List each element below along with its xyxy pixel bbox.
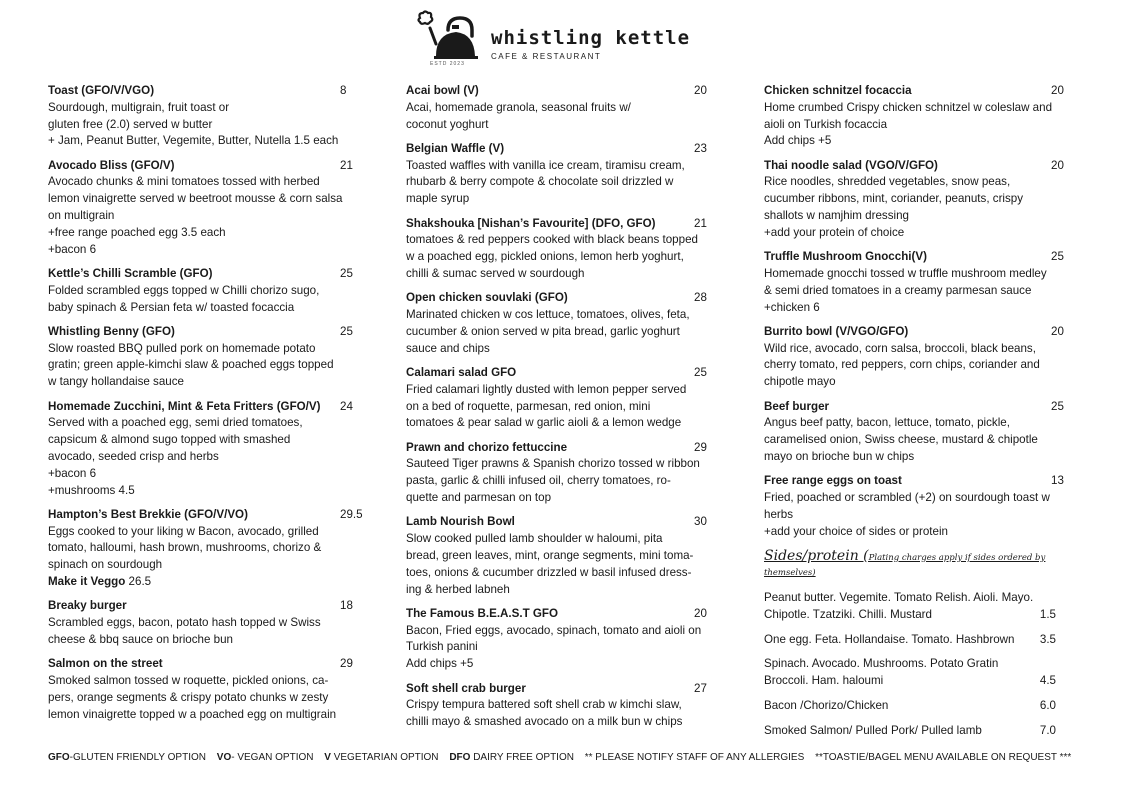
menu-item-header [764,473,1076,490]
menu-item-description-line: +mushrooms 4.5 [48,483,135,497]
menu-item-description-line: +bacon 6 [48,466,97,480]
menu-item-title: Belgian Waffle (V) [406,141,505,155]
menu-item-header [406,681,718,698]
menu-item-title: Salmon on the street [48,657,163,671]
menu-item [764,83,1076,150]
menu-item-description-line: pasta, garlic & chilli infused oil, cherry tomatoes, ro- [406,474,671,488]
menu-item-description-line: aioli on Turkish focaccia [764,117,888,131]
menu-item [48,324,360,391]
side-item-group [764,656,1076,690]
menu-item-description-line: Add chips +5 [764,134,832,148]
menu-item-description-line: Sourdough, multigrain, fruit toast or [48,100,230,114]
menu-item-header [764,249,1076,266]
menu-item [406,290,718,357]
menu-item-description-line: bread, green leaves, mint, orange segments, mini toma- [406,548,694,562]
menu-item-price: 13 [1051,474,1064,488]
side-item-price: 6.0 [1039,698,1056,712]
menu-item-description-line: herbs [764,507,794,521]
menu-item-description-line: maple syrup [406,192,470,206]
menu-item-description-line: Scrambled eggs, bacon, potato hash topped w Swiss [48,616,321,630]
menu-item-description-line: Bacon, Fried eggs, avocado, spinach, tomato and aioli on [406,623,702,637]
gfo-text: -GLUTEN FRIENDLY OPTION [69,752,206,763]
menu-item-variant-label: Make it Veggo [48,575,126,589]
menu-item-title: Open chicken souvlaki (GFO) [406,291,568,305]
menu-item-title: Prawn and chorizo fettuccine [406,440,568,454]
sides-note: Plating charges apply if sides ordered by [868,552,1046,563]
menu-item-title: Hampton’s Best Brekkie (GFO/V/VO) [48,507,248,521]
menu-item-header [764,399,1076,416]
side-item-line: Bacon /Chorizo/Chicken [764,698,889,712]
menu-item-title: Chicken schnitzel focaccia [764,84,912,97]
menu-item-description-line: Home crumbed Crispy chicken schnitzel w coleslaw and [764,100,1053,114]
menu-item-description-line: chilli & sumac served w sourdough [406,266,585,280]
menu-item-description-line: Served with a poached egg, semi dried tomatoes, [48,416,303,430]
menu-item-description-line: tomatoes & red peppers cooked with black beans topped [406,233,698,247]
menu-item [48,598,360,648]
menu-item [406,514,718,598]
menu-item-title: Soft shell crab burger [406,681,526,695]
menu-item-description-line: Fried, poached or scrambled (+2) on sourdough toast w [764,491,1050,505]
menu-item-header [48,324,360,341]
dfo-code: DFO [449,752,471,763]
menu-item-price: 25 [340,266,353,280]
menu-item [48,266,360,316]
menu-item-description-line: Marinated chicken w cos lettuce, tomatoes, olives, feta, [406,308,690,322]
menu-item-header [48,158,360,175]
menu-item-price: 29 [340,657,353,671]
menu-item-price: 21 [340,158,353,172]
menu-item-header [406,141,718,158]
menu-item-price: 29 [694,440,707,454]
menu-item-description-line: Angus beef patty, bacon, lettuce, tomato, pickle, [764,416,1010,430]
menu-item-variant-price: 26.5 [128,575,152,589]
dietary-legend-footer [48,752,1071,763]
menu-item-header [48,266,360,283]
menu-item-price: 24 [340,399,353,413]
menu-item-title: Thai noodle salad (VGO/V/GFO) [764,158,938,172]
vo-text: - VEGAN OPTION [231,752,314,763]
menu-item-header [48,507,363,524]
menu-item [406,216,718,283]
menu-item-description-line: tomatoes & pear salad w garlic aioli & a lemon wedge [406,416,682,430]
menu-item [406,606,718,673]
menu-item-title: Kettle’s Chilli Scramble (GFO) [48,266,213,280]
menu-item-description-line: Slow roasted BBQ pulled pork on homemade potato [48,341,316,355]
side-item-group [764,698,1076,715]
menu-item-title: Homemade Zucchini, Mint & Feta Fritters (GFO/V) [48,399,321,413]
menu-item-title: Avocado Bliss (GFO/V) [48,158,175,172]
sides-heading [764,548,1076,567]
menu-item-description-line: Acai, homemade granola, seasonal fruits w/ [406,100,631,114]
menu-item-description-line: +add your choice of sides or protein [764,524,948,538]
menu-item-price: 25 [1051,399,1064,413]
menu-item-description-line: lemon vinaigrette served w beetroot mousse & corn salsa [48,192,343,206]
menu-item-description-line: +add your protein of choice [764,225,905,239]
menu-item-description-line: w a poached egg, pickled onions, lemon herb yoghurt, [406,250,684,264]
menu-item-price: 21 [694,216,707,230]
menu-item-description-line: Slow cooked pulled lamb shoulder w haloumi, pita [406,532,663,546]
menu-item [764,324,1076,391]
menu-item-description-line: coconut yoghurt [406,117,489,131]
menu-item-header [48,399,360,416]
menu-item-price: 23 [694,141,707,155]
menu-item-title: Burrito bowl (V/VGO/GFO) [764,324,909,338]
menu-item-price: 25 [1051,250,1064,264]
menu-item-description-line: chipotle mayo [764,375,836,389]
menu-item-price: 8 [340,84,347,97]
menu-item-description-line: cherry tomato, red peppers, corn chips, coriander and [764,358,1040,372]
menu-item-header [406,606,718,623]
menu-item-title: Toast (GFO/V/VGO) [48,84,155,97]
menu-item-description-line: lemon vinaigrette topped w a poached egg on multigrain [48,707,337,721]
menu-item-title: Free range eggs on toast [764,474,902,488]
menu-item [406,365,718,432]
menu-item-description-line: +bacon 6 [48,242,97,256]
menu-item-price: 20 [1051,158,1064,172]
side-item-group [764,590,1076,624]
menu-item-description-line: +free range poached egg 3.5 each [48,225,226,239]
menu-item-description-line: Folded scrambled eggs topped w Chilli chorizo sugo, [48,283,320,297]
menu-item-price: 20 [1051,324,1064,338]
side-item-price: 3.5 [1039,632,1056,646]
menu-item-description-line: Rice noodles, shredded vegetables, snow peas, [764,175,1011,189]
menu-item-title: Shakshouka [Nishan’s Favourite] (DFO, GFO) [406,216,656,230]
sides-title: Sides/protein ( [764,547,869,564]
menu-item-description-line: w tangy hollandaise sauce [48,375,184,389]
menu-item-variant-line [48,574,360,591]
sides-list [764,590,1076,740]
menu-item [406,141,718,208]
menu-item-price: 20 [1051,84,1064,97]
menu-item-price: 25 [340,324,353,338]
menu-item-description-line: pers, orange segments & crispy potato chunks w zesty [48,690,329,704]
menu-item-price: 18 [340,599,353,613]
menu-column-3 [764,83,1076,748]
menu-item-description-line: +chicken 6 [764,300,820,314]
menu-item-description-line: rhubarb & berry compote & chocolate soil drizzled w [406,175,674,189]
menu-item-header [764,83,1076,100]
menu-item-title: Lamb Nourish Bowl [406,515,515,529]
menu-item-description-line: mayo on brioche bun w chips [764,449,915,463]
side-item-price: 7.0 [1039,723,1056,737]
vo-code: VO [216,752,232,763]
established-year: ESTD 2023 [430,61,465,67]
menu-item-description-line: Homemade gnocchi tossed w truffle mushroom medley [764,266,1047,280]
side-item-line: One egg. Feta. Hollandaise. Tomato. Hashbrown [764,632,1015,646]
menu-item-description-line: on multigrain [48,209,115,223]
side-item-line: Smoked Salmon/ Pulled Pork/ Pulled lamb [764,723,982,737]
menu-item-price: 28 [694,291,707,305]
menu-item-description-line: Eggs cooked to your liking w Bacon, avocado, grilled [48,524,319,538]
menu-item-description-line: Turkish panini [406,640,478,654]
menu-item [764,158,1076,242]
gfo-code: GFO [48,752,70,763]
side-item-price: 4.5 [1039,674,1056,688]
menu-item-header [406,216,718,233]
menu-item-header [406,440,718,457]
brand-header [414,10,714,72]
menu-item-description-line: Add chips +5 [406,657,474,671]
side-item-line: Peanut butter. Vegemite. Tomato Relish. Aioli. Mayo. [764,590,1034,604]
side-item-line: Spinach. Avocado. Mushrooms. Potato Gratin [764,657,999,671]
menu-item-description-line: + Jam, Peanut Butter, Vegemite, Butter, Nutella 1.5 each [48,134,339,148]
menu-item-description-line: spinach on sourdough [48,558,163,572]
v-text: VEGETARIAN OPTION [330,752,439,763]
menu-item-description-line: toes, onions & cucumber drizzled w basil infused dress- [406,565,692,579]
v-code: V [324,752,331,763]
menu-item-header [406,290,718,307]
menu-item-header [406,514,718,531]
menu-item-description-line: Wild rice, avocado, corn salsa, broccoli, black beans, [764,341,1036,355]
menu-item-header [764,158,1076,175]
menu-item-description-line: sauce and chips [406,341,490,355]
menu-item-title: Beef burger [764,399,830,413]
menu-item [48,656,360,723]
menu-item [406,681,718,731]
menu-item [764,399,1076,466]
brand-name: whistling kettle [491,27,691,49]
menu-column-1 [48,83,363,731]
menu-item [406,83,718,133]
menu-item-description-line: Avocado chunks & mini tomatoes tossed with herbed [48,175,320,189]
menu-notice: **TOASTIE/BAGEL MENU AVAILABLE ON REQUEST *** [815,752,1072,763]
menu-item-header [48,656,360,673]
menu-item [406,440,718,507]
menu-item-price: 30 [694,515,707,529]
menu-item-title: Acai bowl (V) [406,84,479,97]
menu-item-description-line: capsicum & almond sugo topped with smashed [48,433,291,447]
menu-item-title: Breaky burger [48,599,127,613]
menu-item-header [406,365,718,382]
menu-item-description-line: chilli mayo & smashed avocado on a milk bun w chips [406,715,683,729]
menu-item-description-line: Crispy tempura battered soft shell crab w kimchi slaw, [406,698,682,712]
side-item-group [764,632,1076,649]
menu-item-price: 29.5 [340,507,363,521]
menu-item-description-line: gluten free (2.0) served w butter [48,117,213,131]
menu-item-description-line: ing & herbed labneh [406,582,510,596]
menu-item-header [48,598,360,615]
menu-item [48,83,360,150]
menu-item-price: 25 [694,365,707,379]
menu-item-description-line: Fried calamari lightly dusted with lemon pepper served [406,382,687,396]
menu-item-title: Calamari salad GFO [406,365,517,379]
menu-item-description-line: quette and parmesan on top [406,491,552,505]
menu-item [48,399,360,500]
menu-item-description-line: on a bed of roquette, parmesan, red onion, mini [406,399,651,413]
menu-item-price: 20 [694,84,707,97]
side-item-price: 1.5 [1039,607,1056,621]
menu-item-description-line: shallots w namjhim dressing [764,209,909,223]
menu-item-description-line: Smoked salmon tossed w roquette, pickled onions, ca- [48,674,329,687]
side-item-line: Broccoli. Ham. haloumi [764,674,884,688]
menu-column-2 [406,83,718,738]
allergy-notice: ** PLEASE NOTIFY STAFF OF ANY ALLERGIES [584,752,805,763]
menu-item-description-line: caramelised onion, Swiss cheese, mustard & chipotle [764,433,1038,447]
menu-item-description-line: & semi dried tomatoes in a creamy parmesan sauce [764,283,1032,297]
menu-item-description-line: Toasted waffles with vanilla ice cream, tiramisu cream, [406,158,685,172]
brand-subtitle: CAFE & RESTAURANT [491,52,602,61]
side-item-line: Chipotle. Tzatziki. Chilli. Mustard [764,607,932,621]
menu-item-title: The Famous B.E.A.S.T GFO [406,606,559,620]
menu-item-description-line: baby spinach & Persian feta w/ toasted focaccia [48,300,295,314]
menu-item-description-line: cucumber ribbons, mint, coriander, peanuts, crispy [764,192,1024,206]
kettle-icon [414,10,484,68]
side-item-group [764,723,1076,740]
menu-item [48,507,363,591]
menu-item-description-line: avocado, seeded crisp and herbs [48,449,219,463]
menu-item [764,473,1076,540]
menu-item-description-line: cheese & bbq sauce on brioche bun [48,632,233,646]
menu-item-price: 20 [694,606,707,620]
menu-item [764,249,1076,316]
menu-item-title: Whistling Benny (GFO) [48,324,175,338]
dfo-text: DAIRY FREE OPTION [470,752,574,763]
menu-item-description-line: gratin; green apple-kimchi slaw & poached eggs topped [48,358,334,372]
menu-item-description-line: cucumber & onion served w pita bread, garlic yoghurt [406,324,680,338]
menu-item-description-line: Sauteed Tiger prawns & Spanish chorizo tossed w ribbon [406,457,700,471]
menu-item-title: Truffle Mushroom Gnocchi(V) [764,250,927,264]
menu-item-description-line: tomato, halloumi, hash brown, mushrooms, chorizo & [48,541,322,555]
menu-item [48,158,360,259]
menu-item-price: 27 [694,681,707,695]
menu-item-header [48,83,360,100]
sides-note-continued: themselves) [764,567,816,578]
menu-item-header [406,83,718,100]
menu-item-header [764,324,1076,341]
